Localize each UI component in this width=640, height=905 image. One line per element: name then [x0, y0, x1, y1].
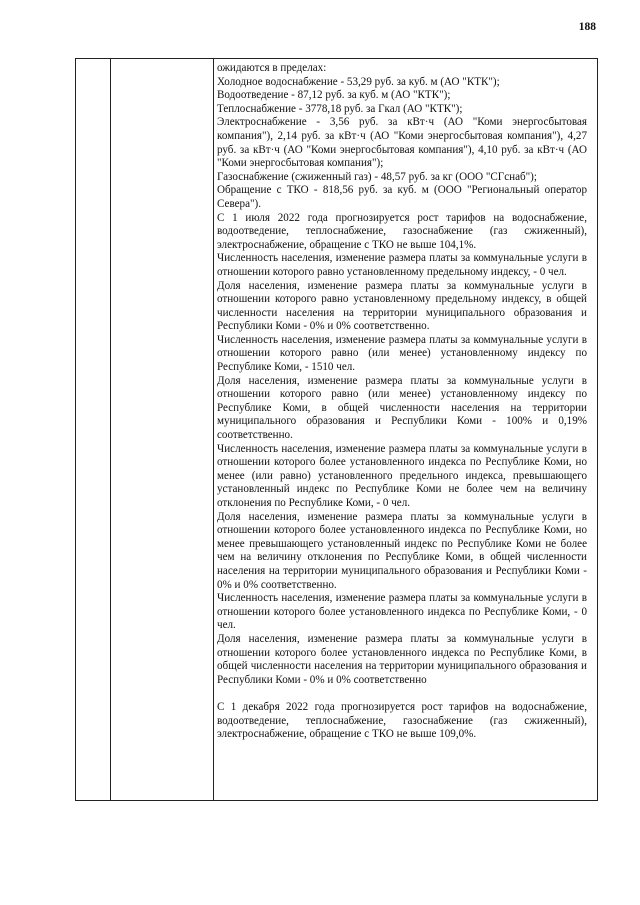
paragraph: С 1 июля 2022 года прогнозируется рост тарифов на водоснабжение, водоотведение, теплоснабжение, газоснабжение (газ сжиженный), электроснабжение, обращение с ТКО не выше 104,1%. [217, 211, 587, 251]
paragraph: Численность населения, изменение размера платы за коммунальные услуги в отношении которого более установленного индекса по Республике Коми, но менее (или равно) установленного предельного индекса, превышающего установленный индекс по Республике Коми не более чем на величину отклонения по Республике Коми, - 0 чел. [217, 442, 587, 509]
table-column-divider [110, 59, 111, 800]
paragraph: Газоснабжение (сжиженный газ) - 48,57 руб. за кг (ООО "СГснаб"); [217, 170, 537, 183]
paragraph: Доля населения, изменение размера платы за коммунальные услуги в отношении которого равно (или менее) установленному индексу по Республике Коми, в общей численности населения на территории муниципального образования и Республики Коми - 100% и 0,19% соответственно. [217, 374, 587, 442]
paragraph: Доля населения, изменение размера платы за коммунальные услуги в отношении которого более установленного индекса по Республике Коми, но менее превышающего установленный индекс по Республике Коми не более чем на величину отклонения по Республике Коми, в общей численности населения на территории муниципального образования и Республики Коми - 0% и 0% соответственно. [217, 510, 587, 591]
paragraph: Доля населения, изменение размера платы за коммунальные услуги в отношении которого более установленного индекса по Республике Коми, в общей численности населения на территории муниципального образования и Республики Коми - 0% и 0% соответственно [217, 632, 587, 686]
paragraph: Водоотведение - 87,12 руб. за куб. м (АО "КТК"); [217, 89, 451, 102]
paragraph: ожидаются в пределах: [217, 62, 327, 74]
paragraph: Доля населения, изменение размера платы за коммунальные услуги в отношении которого равно установленному предельному индексу, в общей численности населения на территории муниципального образования и Республики Коми - 0% и 0% соответственно. [217, 279, 587, 333]
paragraph: Теплоснабжение - 3778,18 руб. за Гкал (АО "КТК"); [217, 102, 463, 115]
page-number: 188 [578, 21, 596, 33]
paragraph: Численность населения, изменение размера платы за коммунальные услуги в отношении которого равно установленному предельному индексу, - 0 чел. [217, 252, 587, 278]
table-cell-content [217, 62, 587, 742]
paragraph: С 1 декабря 2022 года прогнозируется рост тарифов на водоснабжение, водоотведение, теплоснабжение, газоснабжение (газ сжиженный), электроснабжение, обращение с ТКО не выше 109,0%. [217, 700, 587, 741]
paragraph: Обращение с ТКО - 818,56 руб. за куб. м (ООО "Региональный оператор Севера"). [217, 184, 587, 210]
paragraph: Численность населения, изменение размера платы за коммунальные услуги в отношении которого более установленного индекса по Республике Коми, - 0 чел. [217, 592, 587, 632]
table-column-divider [213, 59, 214, 800]
paragraph: Холодное водоснабжение - 53,29 руб. за куб. м (АО "КТК"); [217, 75, 500, 88]
document-table [75, 58, 598, 801]
paragraph: Электроснабжение - 3,56 руб. за кВт·ч (АО "Коми энергосбытовая компания"), 2,14 руб. за кВт·ч (АО "Коми энергосбытовая компания"), 4,27 руб. за кВт·ч (АО "Коми энергосбытовая компания"), 4,10 руб. за кВт·ч (АО "Коми энергосбытовая компания"); [217, 116, 587, 170]
paragraph: Численность населения, изменение размера платы за коммунальные услуги в отношении которого равно (или менее) установленному индексу по Республике Коми, - 1510 чел. [217, 333, 587, 374]
